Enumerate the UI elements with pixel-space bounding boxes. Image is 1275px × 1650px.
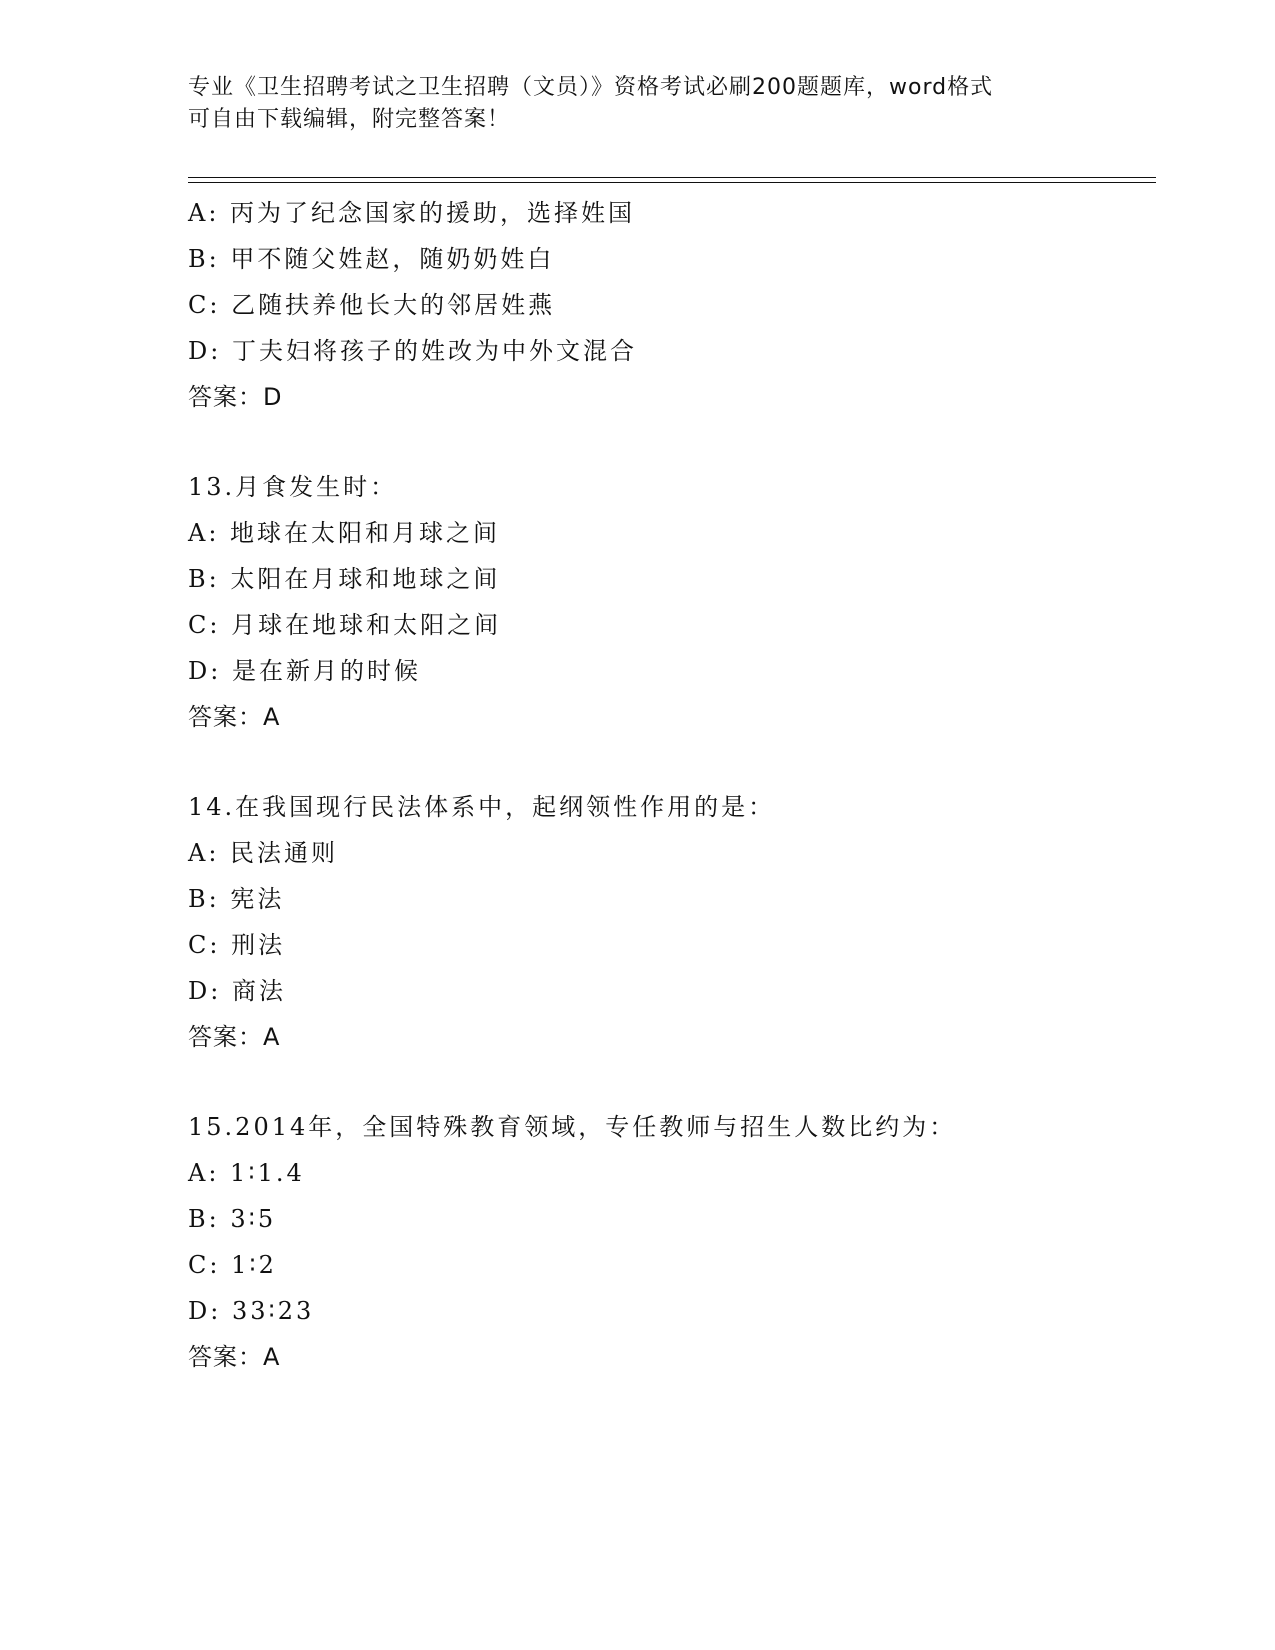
header-line-1: 专业《卫生招聘考试之卫生招聘（文员）》资格考试必刷200题题库，word格式	[188, 75, 994, 100]
question-stem: 15.2014年，全国特殊教育领域，专任教师与招生人数比约为：	[188, 1113, 957, 1141]
option-d: D: 商法	[188, 977, 286, 1005]
answer: 答案：A	[188, 1343, 281, 1371]
answer: 答案：A	[188, 703, 281, 731]
answer: 答案：D	[188, 383, 283, 411]
question-12-continuation	[188, 190, 1148, 420]
option-b: B: 3∶5	[188, 1205, 277, 1233]
question-stem: 14.在我国现行民法体系中，起纲领性作用的是：	[188, 793, 776, 821]
header-divider-bottom	[188, 182, 1156, 183]
question-14	[188, 784, 1148, 1060]
option-c: C: 月球在地球和太阳之间	[188, 611, 502, 639]
option-b: B: 宪法	[188, 885, 285, 913]
option-a: A: 丙为了纪念国家的援助，选择姓国	[188, 199, 636, 227]
option-a: A: 地球在太阳和月球之间	[188, 519, 501, 547]
question-15	[188, 1104, 1148, 1380]
option-b: B: 太阳在月球和地球之间	[188, 565, 501, 593]
question-13	[188, 464, 1148, 740]
question-list	[188, 190, 1148, 1380]
question-stem: 13.月食发生时：	[188, 473, 398, 501]
header-line-2: 可自由下载编辑，附完整答案！	[188, 107, 511, 132]
option-a: A: 民法通则	[188, 839, 339, 867]
document-header	[188, 72, 1088, 136]
option-b: B: 甲不随父姓赵，随奶奶姓白	[188, 245, 555, 273]
option-d: D: 33∶23	[188, 1297, 315, 1325]
option-a: A: 1∶1.4	[188, 1159, 305, 1187]
option-c: C: 乙随扶养他长大的邻居姓燕	[188, 291, 556, 319]
option-d: D: 是在新月的时候	[188, 657, 421, 685]
option-c: C: 刑法	[188, 931, 286, 959]
option-d: D: 丁夫妇将孩子的姓改为中外文混合	[188, 337, 637, 365]
option-c: C: 1∶2	[188, 1251, 277, 1279]
answer: 答案：A	[188, 1023, 281, 1051]
header-divider-top	[188, 177, 1156, 178]
